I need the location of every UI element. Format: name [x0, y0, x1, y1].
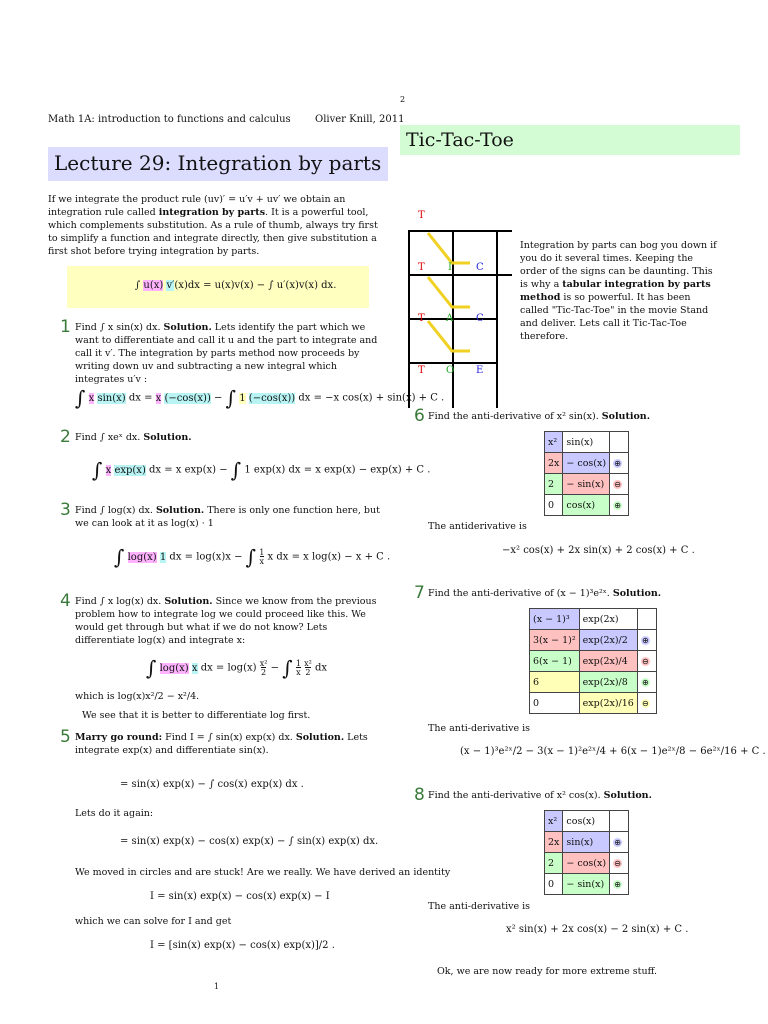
example-1-text — [75, 321, 388, 386]
ex1-i: dx = −x cos(x) + sin(x) + C . — [298, 392, 445, 404]
cell: exp(2x)/2 — [579, 630, 637, 651]
sign-icon: ⊕ — [614, 458, 621, 468]
ttt-t3: T — [418, 365, 425, 376]
ex4-e: dx — [315, 662, 328, 674]
ex4-c: dx = log(x) — [200, 662, 257, 674]
example-7-result: (x − 1)³e²ˣ/2 − 3(x − 1)²e²ˣ/4 + 6(x − 1)e²ˣ/8 − 6e²ˣ/16 + C . — [460, 746, 766, 757]
example-7-text — [428, 587, 661, 600]
ex1-g: 1 — [239, 392, 246, 404]
ex3-text: Find ∫ log(x) dx. — [75, 505, 156, 516]
ex2-c: dx = x exp(x) − — [149, 464, 228, 476]
example-4-after-2: We see that it is better to differentiate log first. — [82, 710, 311, 721]
cell: 3(x − 1)² — [530, 630, 580, 651]
page-number-top: 2 — [400, 95, 406, 104]
author-header: Oliver Knill, 2011 — [315, 114, 405, 125]
ex2-v: exp(x) — [114, 464, 146, 476]
integral-sign: ∫ — [135, 280, 141, 291]
ex3-d: x dx = x log(x) − x + C . — [267, 551, 391, 563]
cell: 2x — [545, 832, 563, 853]
ex2-text: Find ∫ xeˣ dx. — [75, 432, 144, 443]
cell: (x − 1)³ — [530, 609, 580, 630]
ex1-u: x — [88, 392, 95, 404]
example-6-result: −x² cos(x) + 2x sin(x) + 2 cos(x) + C . — [502, 545, 695, 556]
ex2-bold: Solution. — [143, 432, 192, 443]
ex8-text: Find the anti-derivative of x² cos(x). — [428, 790, 604, 801]
ex4-v: x — [191, 662, 198, 674]
example-8-result: x² sin(x) + 2x cos(x) − 2 sin(x) + C . — [506, 924, 689, 935]
cell — [610, 474, 629, 495]
ttt-e: E — [476, 365, 484, 376]
example-number-1: 1 — [60, 317, 71, 337]
intro-bold: integration by parts — [158, 207, 266, 218]
sign-icon: ⊕ — [614, 879, 621, 889]
ex1-text2: Lets identify the part which we want to differentiate and call it u and the part to integrate and call it v′. The integration by parts method now proceeds by writing down uv and subtracting a new integral which integrates u′v : — [75, 322, 378, 385]
ex5-text: Find I = ∫ sin(x) exp(x) dx. — [162, 732, 296, 743]
cell: 6 — [530, 672, 580, 693]
ttt-o: O — [446, 365, 455, 376]
closing-remark: Ok, we are now ready for more extreme stuff. — [437, 966, 658, 977]
cell: 2 — [545, 853, 563, 874]
ex4-d: − — [270, 662, 280, 674]
ttt-text2: is so powerful. It has been called "Tic-Tac-Toe" in the movie Stand and deliver. Lets call it Tic-Tac-Toe therefore. — [520, 292, 709, 342]
cell — [637, 693, 656, 714]
example-5-eq3: I = sin(x) exp(x) − cos(x) exp(x) − I — [150, 891, 330, 902]
cell: exp(2x) — [579, 609, 637, 630]
sign-icon: ⊕ — [614, 500, 621, 510]
cell: cos(x) — [563, 495, 610, 516]
cell — [610, 811, 629, 832]
cell: 2x — [545, 453, 563, 474]
cell — [610, 432, 629, 453]
example-4-after-1: which is log(x)x²/2 − x²/4. — [75, 691, 200, 702]
ttt-t2: T — [418, 313, 425, 324]
intro-text-2: . It is a powerful tool, which complements substitution. As a rule of thumb, always try first to simplify a function and integrate directly, then give substitution a first shot before trying integration by parts. — [48, 207, 378, 257]
formula-rest: (x)dx = u(x)v(x) − ∫ u′(x)v(x) dx. — [174, 280, 337, 291]
sign-icon: ⊕ — [641, 677, 649, 687]
sign-icon: ⊕ — [641, 635, 649, 645]
ex7-text: Find the anti-derivative of (x − 1)³e²ˣ. — [428, 588, 613, 599]
sign-icon: ⊕ — [614, 837, 621, 847]
cell: 2 — [545, 474, 563, 495]
example-1-equation: ∫ x sin(x) dx = x (−cos(x)) − ∫ 1 (−cos(x)) dx = −x cos(x) + sin(x) + C . — [75, 386, 445, 410]
ex1-c: dx = — [128, 392, 153, 404]
cell — [610, 495, 629, 516]
cell — [610, 853, 629, 874]
cell: − cos(x) — [563, 853, 610, 874]
example-4-text — [75, 595, 388, 647]
ex3-v: 1 — [159, 551, 167, 563]
example-2-text — [75, 431, 388, 444]
ex1-e: (−cos(x)) — [164, 392, 211, 404]
ex1-text: Find ∫ x sin(x) dx. — [75, 322, 164, 333]
cell — [610, 874, 629, 895]
ex3-bold: Solution. — [155, 505, 205, 516]
tictactoe-description — [520, 239, 720, 343]
cell: 0 — [545, 495, 563, 516]
ex3-c: dx = log(x)x − — [169, 551, 243, 563]
ex1-bold: Solution. — [163, 322, 212, 333]
ttt-text1: Integration by parts can bog you down if you do it several times. Keeping the order of the signs can be daunting. This is why a — [520, 240, 717, 290]
cell: exp(2x)/4 — [579, 651, 637, 672]
title-box — [48, 147, 388, 181]
cell: cos(x) — [563, 811, 610, 832]
sign-icon: ⊖ — [614, 858, 621, 868]
ex4-u: log(x) — [159, 662, 189, 674]
ex5-bold: Solution. — [295, 732, 345, 743]
cell — [637, 651, 656, 672]
formula-u: u(x) — [143, 280, 164, 291]
example-2-equation: ∫ x exp(x) dx = x exp(x) − ∫ 1 exp(x) dx = x exp(x) − exp(x) + C . — [92, 458, 431, 482]
cell — [637, 630, 656, 651]
sign-icon: ⊖ — [641, 698, 649, 708]
ttt-i: I — [448, 262, 452, 273]
ttt-bold: tabular integration by parts method — [520, 279, 711, 303]
example-5-eq2: = sin(x) exp(x) − cos(x) exp(x) − ∫ sin(x) exp(x) dx. — [120, 836, 379, 847]
cell: − cos(x) — [563, 453, 610, 474]
tictactoe-title: Tic-Tac-Toe — [406, 129, 514, 151]
formula-vprime: v′ — [166, 280, 175, 291]
example-8-text — [428, 789, 652, 802]
ex5-bold1: Marry go round: — [75, 732, 163, 743]
cell: − sin(x) — [563, 474, 610, 495]
intro-text: If we integrate the product rule (uv)′ = u′v + uv′ we obtain an integration rule called — [48, 194, 346, 218]
example-7-table — [529, 608, 657, 714]
ex3-text2: There is only one function here, but we can look at it as log(x) · 1 — [75, 505, 380, 529]
ex4-text: Find ∫ x log(x) dx. — [75, 596, 165, 607]
cell: exp(2x)/8 — [579, 672, 637, 693]
ex3-u: log(x) — [127, 551, 157, 563]
example-number-2: 2 — [60, 427, 71, 447]
formula-box — [67, 266, 369, 308]
example-5-text — [75, 731, 388, 757]
tictactoe-grid — [408, 205, 512, 395]
example-number-4: 4 — [60, 591, 71, 611]
example-6-anti: The antiderivative is — [428, 521, 527, 532]
ex5-text2: Lets integrate exp(x) and differentiate sin(x). — [75, 732, 368, 756]
ex2-d: 1 exp(x) dx = x exp(x) − exp(x) + C . — [244, 464, 431, 476]
page-number-bottom: 1 — [214, 982, 220, 991]
example-3-equation: ∫ log(x) 1 dx = log(x)x − ∫ 1 x x dx = x log(x) − x + C . — [114, 545, 391, 569]
sign-icon: ⊖ — [641, 656, 649, 666]
example-3-text — [75, 504, 388, 530]
ex1-d: x — [155, 392, 162, 404]
ttt-c2: C — [476, 313, 484, 324]
cell — [610, 832, 629, 853]
ttt-t1: T — [418, 262, 425, 273]
cell: 0 — [530, 693, 580, 714]
cell: 0 — [545, 874, 563, 895]
ex1-h: (−cos(x)) — [248, 392, 296, 404]
example-number-8: 8 — [414, 785, 425, 805]
example-8-anti: The anti-derivative is — [428, 901, 531, 912]
cell: x² — [545, 432, 563, 453]
example-5-solve: which we can solve for I and get — [75, 916, 232, 927]
example-6-text — [428, 410, 650, 423]
ex6-text: Find the anti-derivative of x² sin(x). — [428, 411, 602, 422]
cell: x² — [545, 811, 563, 832]
ex4-bold: Solution. — [164, 596, 213, 607]
cell: 6(x − 1) — [530, 651, 580, 672]
tictactoe-title-box — [400, 125, 740, 155]
main-formula — [135, 280, 336, 291]
ex1-f: − — [214, 392, 223, 404]
course-header: Math 1A: introduction to functions and calculus — [48, 114, 291, 125]
ttt-t0: T — [418, 210, 425, 221]
cell: − sin(x) — [563, 874, 610, 895]
ex8-bold: Solution. — [603, 790, 652, 801]
cell — [610, 453, 629, 474]
page-title: Lecture 29: Integration by parts — [54, 151, 382, 175]
ex1-v: sin(x) — [97, 392, 126, 404]
example-number-7: 7 — [414, 583, 425, 603]
ex7-bold: Solution. — [612, 588, 662, 599]
example-6-table — [544, 431, 629, 516]
example-7-anti: The anti-derivative is — [428, 723, 531, 734]
ttt-c1: C — [476, 262, 484, 273]
cell: exp(2x)/16 — [579, 693, 637, 714]
cell — [637, 672, 656, 693]
example-4-equation: ∫ log(x) x dx = log(x) x² 2 − ∫ 1 x x² 2 dx — [146, 656, 328, 680]
cell — [637, 609, 656, 630]
example-5-eq1: = sin(x) exp(x) − ∫ cos(x) exp(x) dx . — [120, 779, 304, 790]
sign-icon: ⊖ — [614, 479, 621, 489]
example-5-again: Lets do it again: — [75, 808, 154, 819]
example-5-moved: We moved in circles and are stuck! Are we really. We have derived an identity — [75, 867, 451, 878]
example-number-6: 6 — [414, 406, 425, 426]
cell: sin(x) — [563, 432, 610, 453]
cell: sin(x) — [563, 832, 610, 853]
ttt-a: A — [446, 313, 454, 324]
ex6-bold: Solution. — [601, 411, 651, 422]
intro-paragraph — [48, 193, 388, 258]
ex2-u: x — [105, 464, 112, 476]
example-5-eq4: I = [sin(x) exp(x) − cos(x) exp(x)]/2 . — [150, 940, 335, 951]
example-number-5: 5 — [60, 727, 71, 747]
example-8-table — [544, 810, 629, 895]
ex4-text2: Since we know from the previous problem how to integrate log we could proceed like this. We would get through but what if we do not know? Lets differentiate log(x) and integrate x: — [75, 596, 377, 646]
example-number-3: 3 — [60, 500, 71, 520]
